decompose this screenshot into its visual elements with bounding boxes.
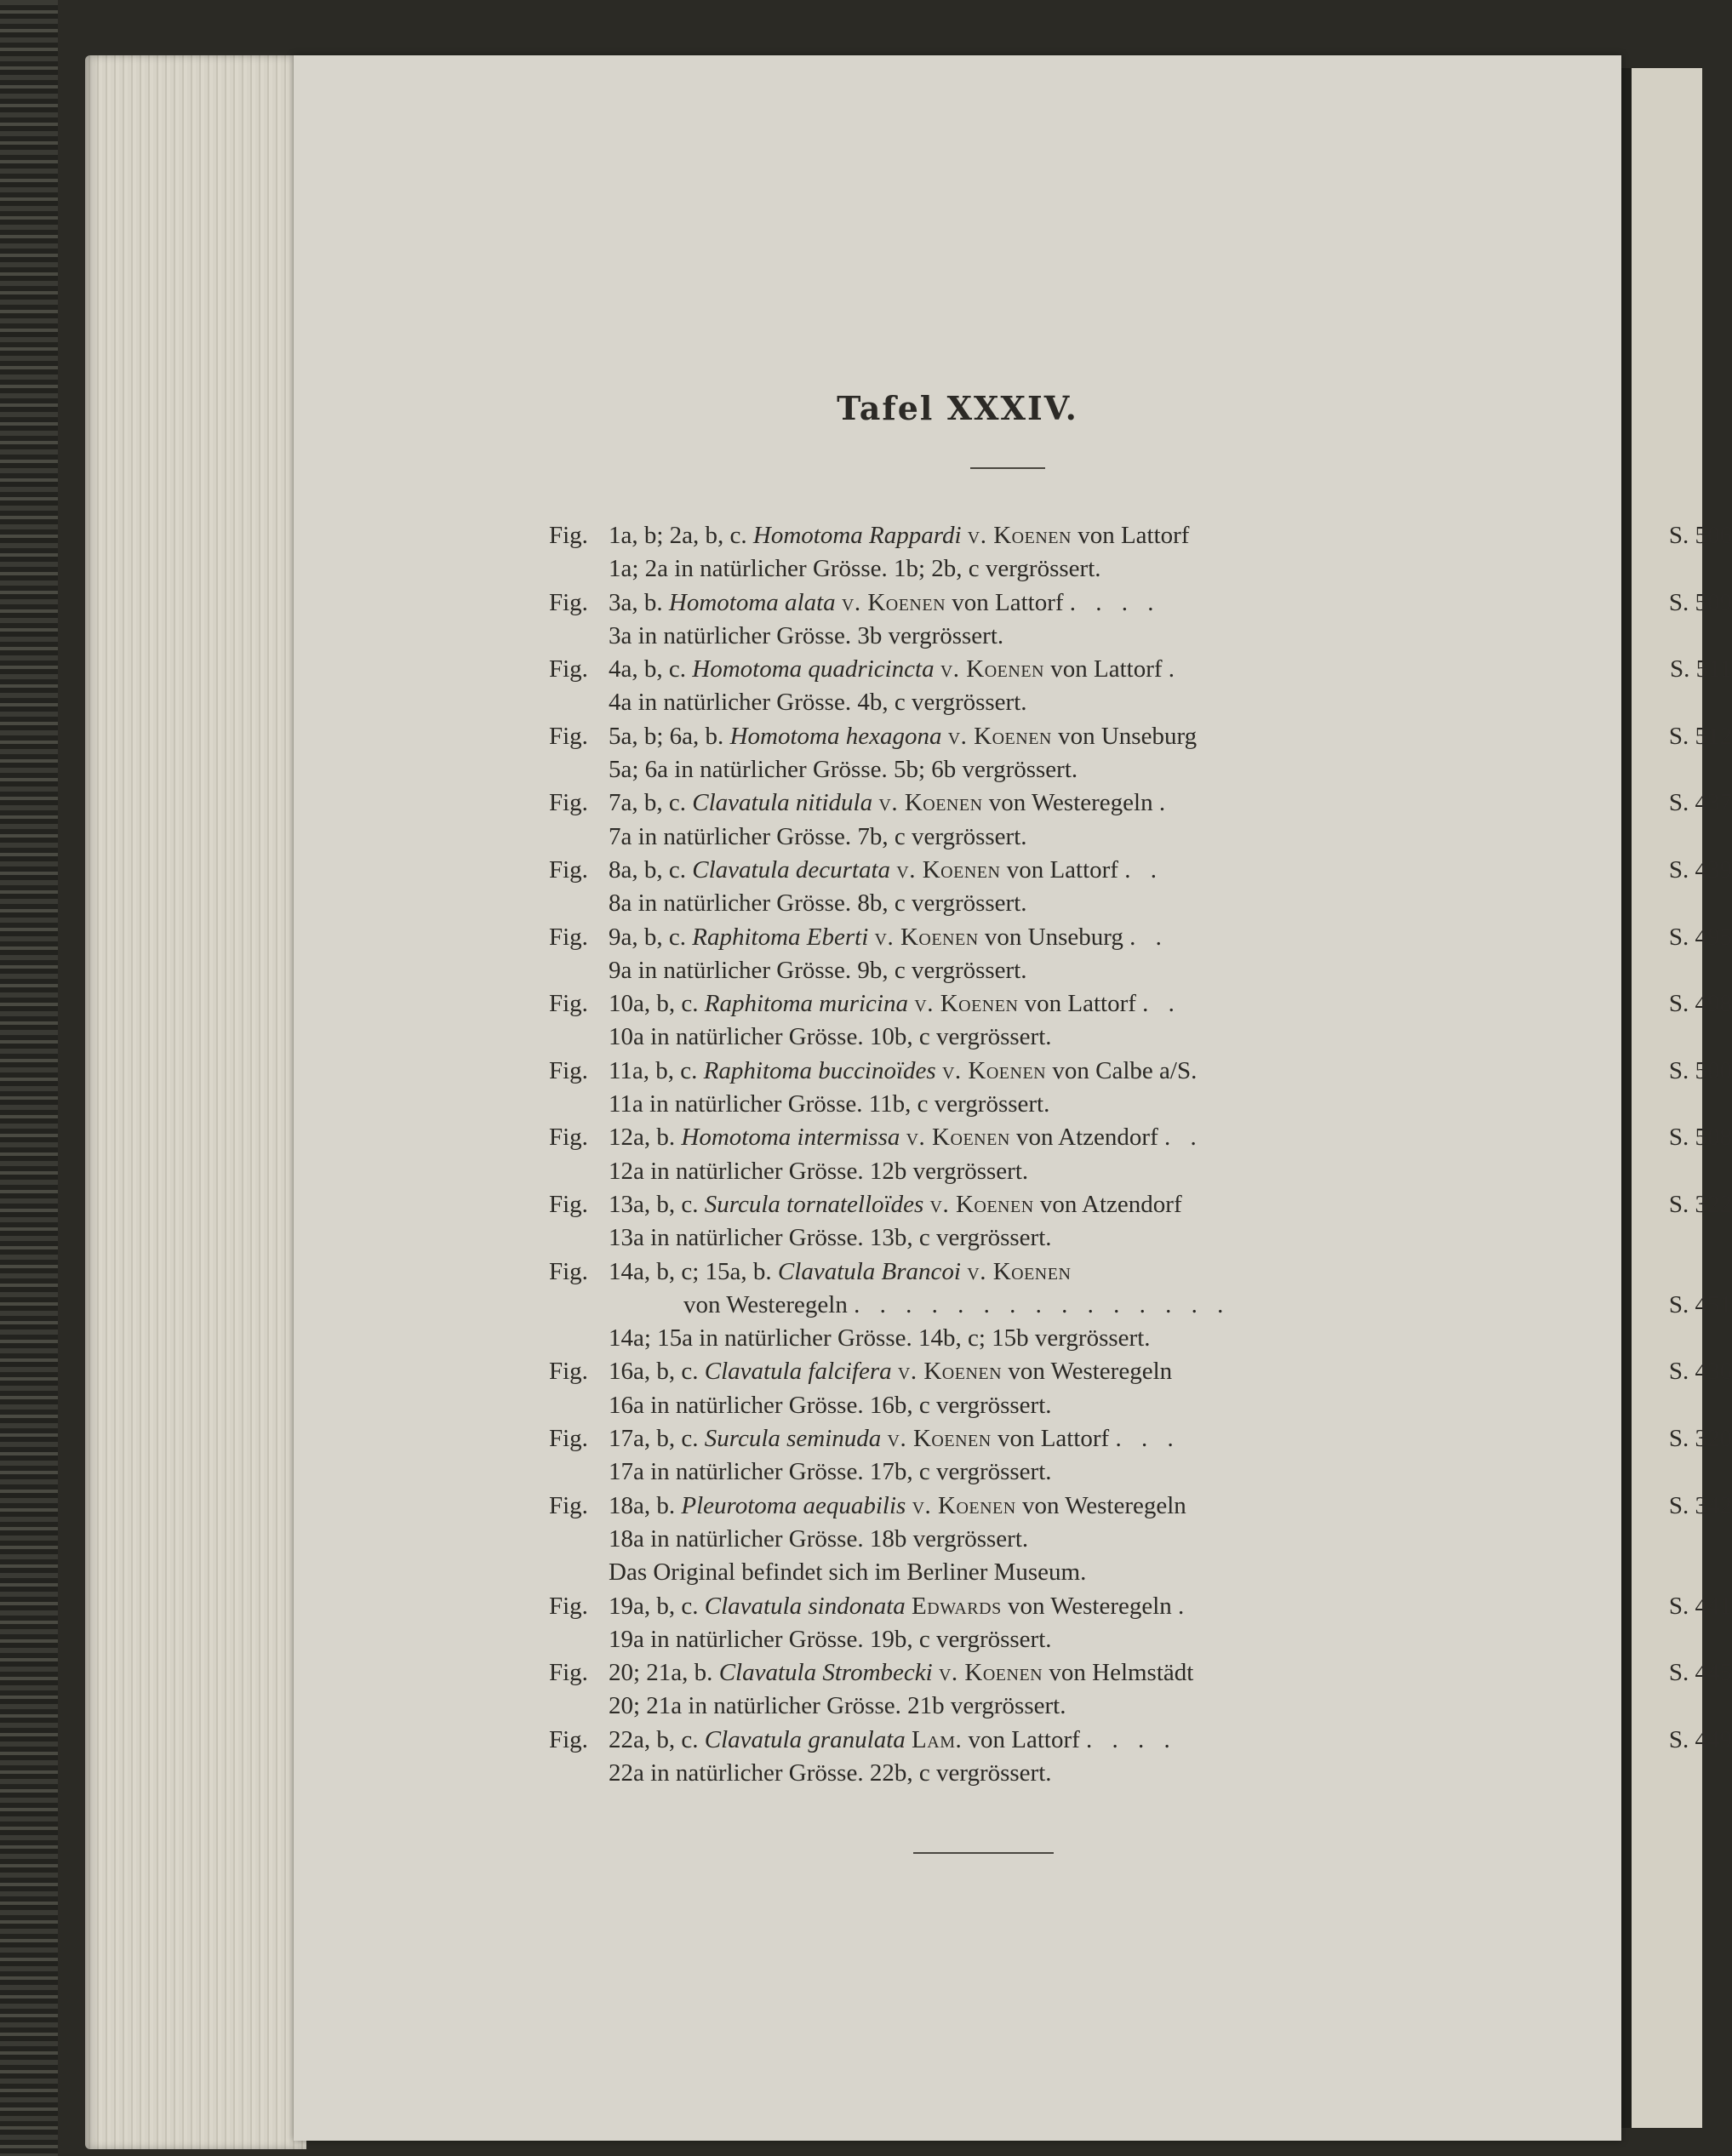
- figure-numbers: 1a, b; 2a, b, c.: [609, 522, 747, 549]
- figure-entry-line: [549, 921, 1732, 954]
- figure-description-line: [549, 1389, 1732, 1422]
- figure-description: 19a in natürlicher Grösse. 19b, c vergrössert.: [609, 1625, 1052, 1653]
- figure-numbers: 17a, b, c.: [609, 1425, 699, 1453]
- figure-label: Fig.: [549, 1725, 588, 1753]
- species-name: Surcula seminuda: [704, 1425, 882, 1453]
- figure-entry-continuation: [549, 1289, 1732, 1322]
- species-name: Clavatula decurtata: [692, 855, 891, 884]
- end-rule: [913, 1852, 1054, 1854]
- figure-description: 16a in natürlicher Grösse. 16b, c vergrössert.: [609, 1391, 1052, 1419]
- figure-entry-text: [609, 653, 1638, 686]
- figure-numbers: 9a, b, c.: [609, 923, 686, 951]
- figure-entry-text: [609, 1255, 1732, 1289]
- figure-entry-line: [549, 1188, 1732, 1221]
- leader-dots: . . . .: [1086, 1725, 1177, 1753]
- leader-dots: . .: [1129, 923, 1169, 951]
- species-name: Homotoma intermissa: [681, 1124, 900, 1152]
- figure-description-line: [549, 1757, 1732, 1790]
- figure-numbers: 10a, b, c.: [609, 990, 699, 1018]
- figure-entry-line: [549, 1255, 1732, 1289]
- author-name: v. Koenen: [874, 923, 979, 951]
- author-name: v. Koenen: [912, 1491, 1016, 1519]
- figure-entry-text: [609, 720, 1638, 753]
- figure-description: 20; 21a in natürlicher Grösse. 21b vergrössert.: [609, 1692, 1066, 1720]
- figure-description: 9a in natürlicher Grösse. 9b, c vergrössert.: [609, 956, 1027, 984]
- locality: von Lattorf: [952, 588, 1064, 616]
- figure-numbers: 12a, b.: [609, 1124, 676, 1152]
- figure-description: 5a; 6a in natürlicher Grösse. 5b; 6b vergrössert.: [609, 756, 1078, 784]
- author-name: v. Koenen: [906, 1124, 1010, 1152]
- author-name: v. Koenen: [929, 1190, 1034, 1218]
- page-reference: S. 506: [1668, 522, 1732, 549]
- figure-entry-line: [549, 854, 1732, 887]
- figure-description-line: [549, 753, 1732, 786]
- figure-description-line: [549, 1221, 1732, 1255]
- figure-description: 7a in natürlicher Grösse. 7b, c vergrössert.: [609, 822, 1027, 850]
- figure-label: Fig.: [549, 1056, 588, 1084]
- locality: von Westeregeln: [683, 1290, 848, 1318]
- figure-entry-text: [609, 519, 1638, 552]
- author-name: v. Koenen: [967, 1257, 1072, 1285]
- book-spine-edge: [0, 0, 58, 2156]
- locality: von Lattorf: [1024, 990, 1136, 1018]
- figure-numbers: 19a, b, c.: [609, 1592, 699, 1620]
- page-reference: S. 441: [1668, 1592, 1732, 1620]
- figure-description-line: [549, 1556, 1732, 1589]
- species-name: Pleurotoma aequabilis: [681, 1491, 906, 1519]
- figure-list: [549, 519, 1732, 1790]
- locality: von Lattorf: [968, 1725, 1080, 1753]
- figure-numbers: 4a, b, c.: [609, 655, 686, 683]
- figure-entry-line: [549, 653, 1732, 686]
- figure-description: 3a in natürlicher Grösse. 3b vergrössert.: [609, 621, 1004, 649]
- locality: von Westeregeln: [1008, 1358, 1173, 1386]
- page-reference: S. 500: [1668, 1056, 1732, 1084]
- page-reference: S. 436: [1668, 1358, 1732, 1386]
- page-reference: S. 449: [1668, 1725, 1732, 1753]
- figure-description-line: [549, 821, 1732, 854]
- page-reference: S. 320: [1668, 1425, 1732, 1453]
- page-reference: S. 509: [1668, 588, 1732, 616]
- book-page: [294, 55, 1732, 2141]
- figure-entry-line: [549, 1121, 1732, 1154]
- page-reference: S. 439: [1668, 855, 1732, 884]
- figure-description: 22a in natürlicher Grösse. 22b, c vergrössert.: [609, 1759, 1052, 1787]
- figure-description-line: [549, 1455, 1732, 1489]
- figure-numbers: 7a, b, c.: [609, 789, 686, 817]
- page-reference: S. 451: [1668, 1290, 1732, 1318]
- figure-entry-line: [549, 586, 1732, 620]
- species-name: Surcula tornatelloïdes: [704, 1190, 924, 1218]
- author-name: v. Koenen: [941, 1056, 1047, 1084]
- figure-description-line: [549, 686, 1732, 719]
- species-name: Clavatula Strombecki: [718, 1659, 933, 1687]
- figure-description-line: [549, 552, 1732, 586]
- figure-description: 17a in natürlicher Grösse. 17b, c vergrössert.: [609, 1458, 1052, 1486]
- locality: von Lattorf: [997, 1425, 1110, 1453]
- figure-label: Fig.: [549, 990, 588, 1018]
- locality: von Lattorf: [1006, 855, 1118, 884]
- figure-description-line: [549, 1088, 1732, 1121]
- author-name: v. Koenen: [914, 990, 1019, 1018]
- species-name: Homotoma alata: [668, 588, 836, 616]
- figure-entry-text: [609, 1490, 1638, 1523]
- figure-numbers: 16a, b, c.: [609, 1358, 699, 1386]
- figure-description: Das Original befindet sich im Berliner Museum.: [609, 1558, 1087, 1587]
- figure-entry-text: [609, 1656, 1638, 1690]
- locality: von Unseburg: [984, 923, 1123, 951]
- author-name: v. Koenen: [887, 1425, 992, 1453]
- page-reference: S. 498: [1668, 990, 1732, 1018]
- figure-description: 12a in natürlicher Grösse. 12b vergrössert.: [609, 1157, 1029, 1185]
- locality: von Unseburg: [1058, 722, 1198, 750]
- figure-description-line: [549, 887, 1732, 920]
- figure-label: Fig.: [549, 1425, 588, 1453]
- locality: von Westeregeln: [1007, 1592, 1172, 1620]
- figure-label: Fig.: [549, 923, 588, 951]
- author-name: Lam.: [912, 1725, 963, 1753]
- figure-label: Fig.: [549, 1257, 588, 1285]
- page-title: Tafel XXXIV.: [837, 389, 1078, 427]
- figure-label: Fig.: [549, 855, 588, 884]
- page-reference: S. 445: [1668, 1659, 1732, 1687]
- author-name: v. Koenen: [841, 588, 946, 616]
- figure-description: 4a in natürlicher Grösse. 4b, c vergrössert.: [609, 689, 1027, 717]
- figure-numbers: 18a, b.: [609, 1491, 676, 1519]
- figure-entry-line: [549, 1355, 1732, 1388]
- figure-numbers: 3a, b.: [609, 588, 663, 616]
- page-stack-edge: [85, 55, 306, 2149]
- figure-entry-text: [609, 1055, 1638, 1088]
- figure-entry-line: [549, 786, 1732, 820]
- species-name: Raphitoma muricina: [704, 990, 908, 1018]
- author-name: v. Koenen: [878, 789, 983, 817]
- figure-entry-text: [609, 1355, 1638, 1388]
- figure-description-line: [549, 1523, 1732, 1556]
- figure-description-line: [549, 1623, 1732, 1656]
- figure-entry-text: [609, 1121, 1638, 1154]
- locality: von Westeregeln: [1021, 1491, 1186, 1519]
- leader-dots: .: [1168, 655, 1182, 683]
- species-name: Clavatula granulata: [704, 1725, 906, 1753]
- figure-label: Fig.: [549, 1659, 588, 1687]
- leader-dots: .: [1158, 789, 1173, 817]
- figure-numbers: 13a, b, c.: [609, 1190, 699, 1218]
- figure-label: Fig.: [549, 722, 588, 750]
- figure-entry-line: [549, 1724, 1732, 1757]
- figure-numbers: 8a, b, c.: [609, 855, 686, 884]
- figure-description-line: [549, 1021, 1732, 1054]
- figure-label: Fig.: [549, 1592, 588, 1620]
- species-name: Clavatula falcifera: [704, 1358, 892, 1386]
- figure-description: 13a in natürlicher Grösse. 13b, c vergrössert.: [609, 1224, 1052, 1252]
- figure-entry-text: [549, 1289, 1638, 1322]
- figure-entry-text: [609, 786, 1638, 820]
- figure-description: 11a in natürlicher Grösse. 11b, c vergrössert.: [609, 1090, 1050, 1118]
- figure-entry-text: [609, 1724, 1638, 1757]
- leader-dots: . . . . . . . . . . . . . . .: [854, 1290, 1231, 1318]
- leader-dots: . .: [1163, 1124, 1203, 1152]
- figure-description: 8a in natürlicher Grösse. 8b, c vergrössert.: [609, 889, 1027, 918]
- figure-label: Fig.: [549, 1124, 588, 1152]
- author-name: v. Koenen: [947, 722, 1052, 750]
- locality: von Helmstädt: [1049, 1659, 1194, 1687]
- locality: von Atzendorf: [1039, 1190, 1182, 1218]
- figure-entry-line: [549, 1055, 1732, 1088]
- species-name: Homotoma hexagona: [729, 722, 942, 750]
- locality: von Lattorf: [1077, 522, 1190, 549]
- page-reference: S. 495: [1668, 923, 1732, 951]
- figure-numbers: 14a, b, c; 15a, b.: [609, 1257, 772, 1285]
- species-name: Clavatula sindonata: [704, 1592, 906, 1620]
- author-name: Edwards: [912, 1592, 1002, 1620]
- figure-description: 1a; 2a in natürlicher Grösse. 1b; 2b, c vergrössert.: [609, 555, 1101, 583]
- leader-dots: .: [1178, 1592, 1192, 1620]
- figure-label: Fig.: [549, 1358, 588, 1386]
- figure-description: 18a in natürlicher Grösse. 18b vergrössert.: [609, 1524, 1029, 1553]
- locality: von Lattorf: [1050, 655, 1163, 683]
- author-name: v. Koenen: [938, 1659, 1043, 1687]
- figure-label: Fig.: [549, 522, 588, 549]
- figure-entry-text: [609, 854, 1638, 887]
- page-reference: S. 512: [1668, 722, 1732, 750]
- species-name: Homotoma quadricincta: [692, 655, 935, 683]
- locality: von Calbe a/S.: [1052, 1056, 1198, 1084]
- locality: von Westeregeln: [988, 789, 1153, 817]
- figure-numbers: 5a, b; 6a, b.: [609, 722, 724, 750]
- figure-entry-text: [609, 987, 1638, 1021]
- leader-dots: . . . .: [1069, 588, 1161, 616]
- leader-dots: . .: [1142, 990, 1181, 1018]
- figure-label: Fig.: [549, 1491, 588, 1519]
- figure-entry-line: [549, 720, 1732, 753]
- figure-numbers: 20; 21a, b.: [609, 1659, 713, 1687]
- figure-entry-line: [549, 987, 1732, 1021]
- species-name: Homotoma Rappardi: [752, 522, 962, 549]
- page-reference: S. 508: [1668, 1124, 1732, 1152]
- figure-description-line: [549, 1690, 1732, 1723]
- title-rule: [970, 467, 1045, 469]
- figure-label: Fig.: [549, 655, 588, 683]
- page-reference: S. 437: [1668, 789, 1732, 817]
- figure-description-line: [549, 620, 1732, 653]
- author-name: v. Koenen: [897, 1358, 1003, 1386]
- page-reference: S. 342: [1668, 1491, 1732, 1519]
- page-reference: S. 322: [1668, 1190, 1732, 1218]
- figure-label: Fig.: [549, 1190, 588, 1218]
- figure-entry-text: [609, 1188, 1638, 1221]
- species-name: Raphitoma Eberti: [692, 923, 869, 951]
- figure-entry-line: [549, 1490, 1732, 1523]
- species-name: Clavatula Brancoi: [777, 1257, 961, 1285]
- figure-label: Fig.: [549, 789, 588, 817]
- figure-numbers: 11a, b, c.: [609, 1056, 698, 1084]
- figure-entry-text: [609, 1422, 1638, 1455]
- figure-description-line: [549, 954, 1732, 987]
- figure-description: 10a in natürlicher Grösse. 10b, c vergrössert.: [609, 1023, 1052, 1051]
- figure-entry-text: [609, 586, 1638, 620]
- figure-description: 14a; 15a in natürlicher Grösse. 14b, c; 15b vergrössert.: [609, 1324, 1151, 1353]
- figure-numbers: 22a, b, c.: [609, 1725, 699, 1753]
- figure-entry-line: [549, 1590, 1732, 1623]
- leader-dots: . .: [1124, 855, 1163, 884]
- species-name: Clavatula nitidula: [692, 789, 873, 817]
- figure-description-line: [549, 1322, 1732, 1355]
- author-name: v. Koenen: [896, 855, 1001, 884]
- figure-entry-line: [549, 1656, 1732, 1690]
- figure-entry-line: [549, 1422, 1732, 1455]
- figure-entry-text: [609, 1590, 1638, 1623]
- page-reference: S. 511: [1669, 655, 1732, 683]
- figure-entry-line: [549, 519, 1732, 552]
- leader-dots: . . .: [1115, 1425, 1180, 1453]
- locality: von Atzendorf: [1016, 1124, 1158, 1152]
- figure-entry-text: [609, 921, 1638, 954]
- author-name: v. Koenen: [940, 655, 1044, 683]
- figure-label: Fig.: [549, 588, 588, 616]
- author-name: v. Koenen: [967, 522, 1072, 549]
- figure-description-line: [549, 1155, 1732, 1188]
- species-name: Raphitoma buccinoïdes: [703, 1056, 936, 1084]
